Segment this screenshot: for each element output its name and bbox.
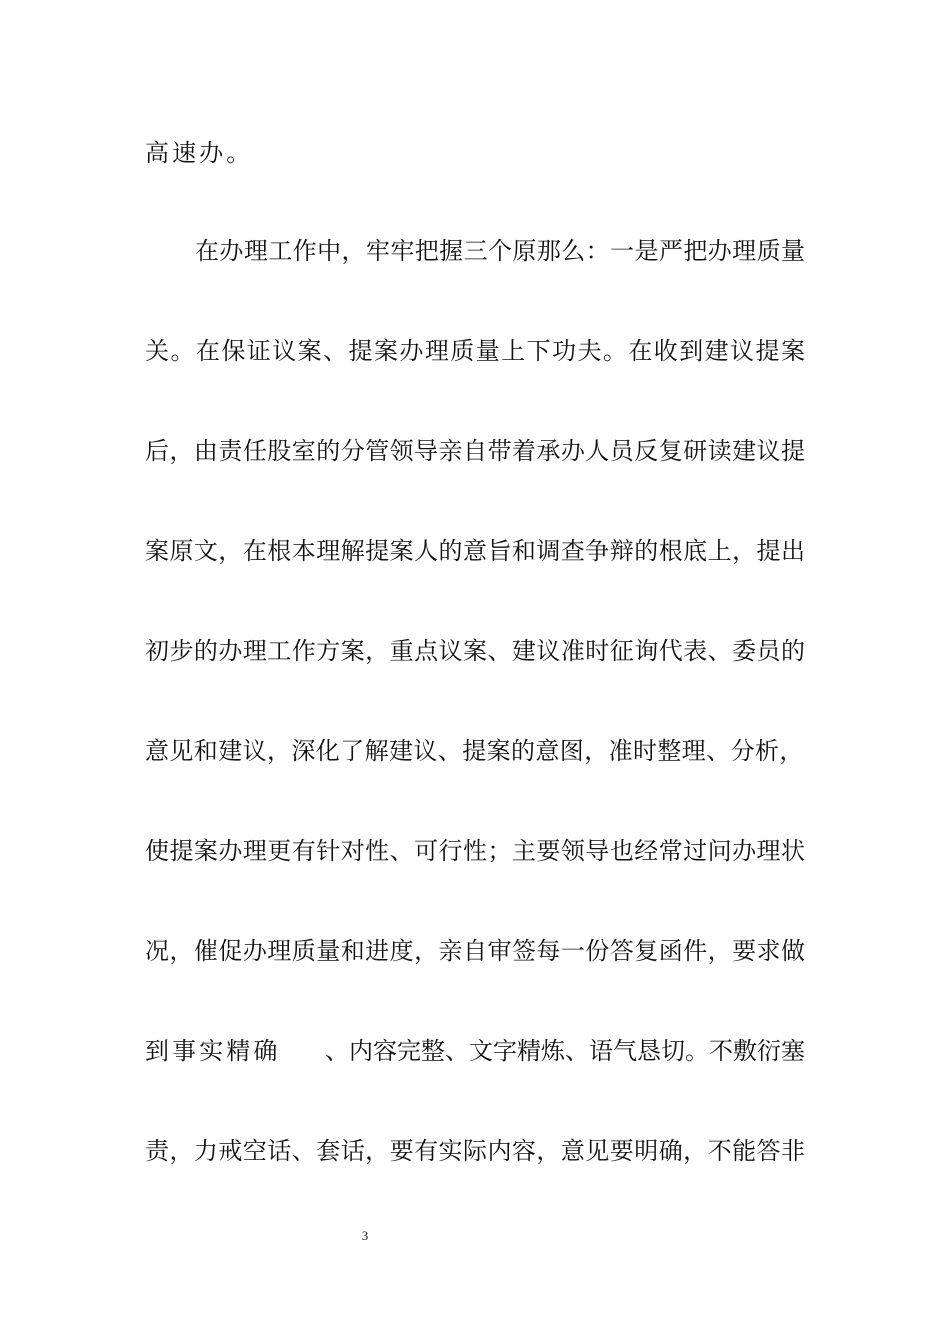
page-number: 3: [361, 1228, 369, 1243]
text-line-8: 使提案办理更有针对性、可行性；主要领导也经常过问办理状: [145, 837, 805, 865]
text-line-6: 初步的办理工作方案，重点议案、建议准时征询代表、委员的: [145, 637, 805, 665]
text-line-9: 况，催促办理质量和进度，亲自审签每一份答复函件，要求做: [145, 937, 805, 965]
text-line-5: 案原文，在根本理解提案人的意旨和调查争辩的根底上，提出: [145, 537, 805, 565]
text-line-10a: 到事实精确: [145, 1037, 281, 1065]
text-line-10b: 、内容完整、文字精炼、语气恳切。不敷衍塞: [325, 1037, 805, 1065]
text-line-7: 意见和建议，深化了解建议、提案的意图，准时整理、分析，: [145, 737, 804, 765]
text-line-3: 关。在保证议案、提案办理质量上下功夫。在收到建议提案: [145, 337, 805, 365]
text-line-1: 高速办。: [145, 139, 254, 167]
text-line-11: 责，力戒空话、套话，要有实际内容，意见要明确，不能答非: [145, 1137, 805, 1165]
text-line-4: 后，由责任股室的分管领导亲自带着承办人员反复研读建议提: [145, 437, 805, 465]
text-line-2: 在办理工作中，牢牢把握三个原那么：一是严把办理质量: [195, 237, 805, 265]
